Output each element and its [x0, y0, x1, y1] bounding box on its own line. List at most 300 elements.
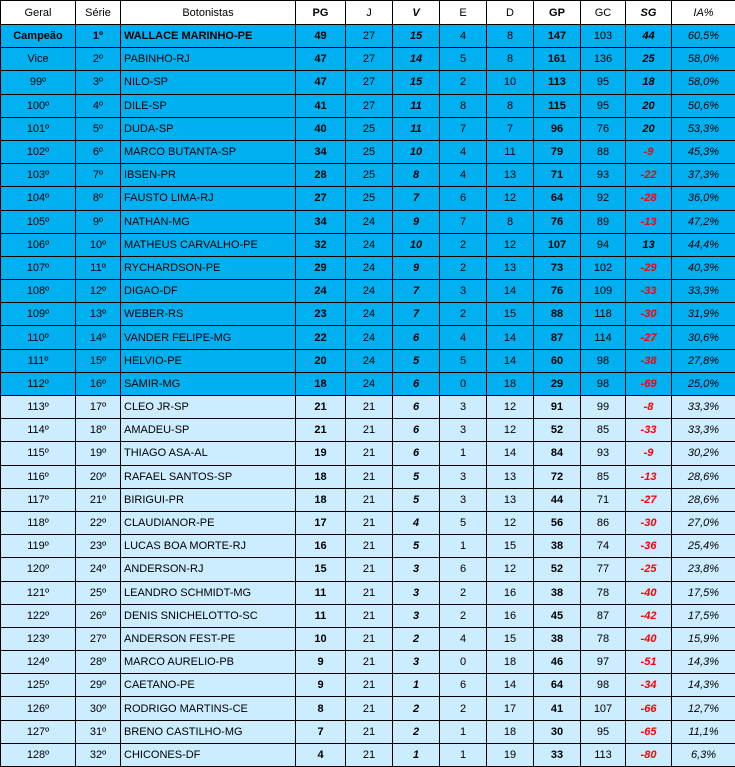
table-row [1, 674, 735, 697]
cell-ia: 25,4% [672, 535, 735, 558]
cell-geral: 109º [1, 303, 76, 326]
cell-sg: 44 [626, 25, 672, 48]
cell-gc: 86 [581, 511, 626, 534]
cell-ia: 45,3% [672, 140, 735, 163]
cell-botonista: DIGAO-DF [121, 280, 296, 303]
cell-pg: 24 [296, 280, 346, 303]
cell-sg: -13 [626, 465, 672, 488]
cell-geral: 100º [1, 94, 76, 117]
cell-pg: 40 [296, 117, 346, 140]
cell-ia: 17,5% [672, 604, 735, 627]
cell-geral: 119º [1, 535, 76, 558]
cell-botonista: DUDA-SP [121, 117, 296, 140]
table-row [1, 94, 735, 117]
cell-gp: 33 [534, 743, 581, 766]
cell-sg: -42 [626, 604, 672, 627]
cell-d: 19 [487, 743, 534, 766]
cell-geral: 106º [1, 233, 76, 256]
cell-e: 7 [440, 210, 487, 233]
cell-d: 12 [487, 419, 534, 442]
cell-serie: 21º [76, 488, 121, 511]
table-body [1, 25, 735, 767]
cell-gc: 88 [581, 140, 626, 163]
cell-sg: -8 [626, 396, 672, 419]
cell-ia: 17,5% [672, 581, 735, 604]
cell-pg: 47 [296, 71, 346, 94]
cell-gc: 87 [581, 604, 626, 627]
cell-v: 8 [393, 164, 440, 187]
cell-gc: 113 [581, 743, 626, 766]
cell-sg: -66 [626, 697, 672, 720]
cell-gp: 52 [534, 558, 581, 581]
cell-gp: 96 [534, 117, 581, 140]
cell-e: 2 [440, 233, 487, 256]
cell-gc: 102 [581, 256, 626, 279]
cell-e: 1 [440, 720, 487, 743]
cell-geral: 108º [1, 280, 76, 303]
cell-serie: 26º [76, 604, 121, 627]
cell-j: 24 [346, 326, 393, 349]
cell-geral: 99º [1, 71, 76, 94]
cell-d: 13 [487, 164, 534, 187]
cell-gc: 95 [581, 71, 626, 94]
cell-pg: 28 [296, 164, 346, 187]
cell-gp: 88 [534, 303, 581, 326]
cell-ia: 50,6% [672, 94, 735, 117]
cell-geral: 113º [1, 396, 76, 419]
cell-geral: 116º [1, 465, 76, 488]
table-row [1, 396, 735, 419]
cell-v: 11 [393, 94, 440, 117]
cell-ia: 27,0% [672, 511, 735, 534]
cell-j: 21 [346, 419, 393, 442]
cell-j: 21 [346, 511, 393, 534]
cell-pg: 7 [296, 720, 346, 743]
cell-d: 12 [487, 233, 534, 256]
cell-gp: 64 [534, 674, 581, 697]
cell-pg: 8 [296, 697, 346, 720]
cell-serie: 13º [76, 303, 121, 326]
cell-gp: 79 [534, 140, 581, 163]
cell-d: 14 [487, 326, 534, 349]
cell-ia: 36,0% [672, 187, 735, 210]
cell-serie: 18º [76, 419, 121, 442]
cell-ia: 37,3% [672, 164, 735, 187]
header-v: V [393, 1, 440, 25]
cell-j: 27 [346, 48, 393, 71]
cell-geral: 115º [1, 442, 76, 465]
cell-serie: 31º [76, 720, 121, 743]
cell-botonista: CLAUDIANOR-PE [121, 511, 296, 534]
cell-serie: 5º [76, 117, 121, 140]
cell-pg: 32 [296, 233, 346, 256]
cell-geral: 120º [1, 558, 76, 581]
cell-gc: 85 [581, 465, 626, 488]
cell-d: 18 [487, 651, 534, 674]
cell-gc: 89 [581, 210, 626, 233]
cell-v: 3 [393, 604, 440, 627]
cell-sg: -27 [626, 326, 672, 349]
table-row [1, 743, 735, 766]
cell-gc: 95 [581, 94, 626, 117]
cell-pg: 22 [296, 326, 346, 349]
cell-d: 8 [487, 94, 534, 117]
cell-ia: 31,9% [672, 303, 735, 326]
cell-gp: 87 [534, 326, 581, 349]
cell-pg: 18 [296, 372, 346, 395]
cell-d: 14 [487, 349, 534, 372]
cell-geral: 122º [1, 604, 76, 627]
cell-sg: -29 [626, 256, 672, 279]
cell-d: 8 [487, 48, 534, 71]
cell-gp: 46 [534, 651, 581, 674]
cell-pg: 4 [296, 743, 346, 766]
table-row [1, 280, 735, 303]
cell-ia: 28,6% [672, 488, 735, 511]
cell-gp: 44 [534, 488, 581, 511]
cell-pg: 47 [296, 48, 346, 71]
cell-j: 21 [346, 604, 393, 627]
cell-pg: 49 [296, 25, 346, 48]
cell-geral: 124º [1, 651, 76, 674]
cell-botonista: HELVIO-PE [121, 349, 296, 372]
cell-geral: 127º [1, 720, 76, 743]
cell-pg: 20 [296, 349, 346, 372]
header-gc: GC [581, 1, 626, 25]
cell-j: 27 [346, 71, 393, 94]
cell-sg: -28 [626, 187, 672, 210]
cell-sg: -9 [626, 442, 672, 465]
cell-d: 12 [487, 396, 534, 419]
cell-botonista: SAMIR-MG [121, 372, 296, 395]
cell-d: 14 [487, 674, 534, 697]
cell-geral: 102º [1, 140, 76, 163]
cell-geral: 107º [1, 256, 76, 279]
cell-gc: 77 [581, 558, 626, 581]
table-row [1, 326, 735, 349]
cell-ia: 58,0% [672, 48, 735, 71]
cell-sg: -40 [626, 627, 672, 650]
cell-d: 18 [487, 372, 534, 395]
cell-j: 24 [346, 256, 393, 279]
table-row [1, 488, 735, 511]
table-row [1, 372, 735, 395]
header-row [1, 1, 735, 25]
cell-e: 3 [440, 280, 487, 303]
cell-ia: 28,6% [672, 465, 735, 488]
cell-e: 1 [440, 442, 487, 465]
cell-d: 16 [487, 604, 534, 627]
cell-e: 6 [440, 674, 487, 697]
cell-j: 25 [346, 117, 393, 140]
cell-botonista: RAFAEL SANTOS-SP [121, 465, 296, 488]
table-row [1, 465, 735, 488]
cell-j: 27 [346, 94, 393, 117]
cell-serie: 25º [76, 581, 121, 604]
cell-gc: 94 [581, 233, 626, 256]
cell-gc: 85 [581, 419, 626, 442]
cell-serie: 6º [76, 140, 121, 163]
cell-gc: 136 [581, 48, 626, 71]
cell-sg: -80 [626, 743, 672, 766]
cell-botonista: PABINHO-RJ [121, 48, 296, 71]
table-row [1, 349, 735, 372]
cell-d: 8 [487, 25, 534, 48]
cell-j: 21 [346, 651, 393, 674]
cell-gc: 109 [581, 280, 626, 303]
cell-j: 24 [346, 210, 393, 233]
cell-j: 21 [346, 488, 393, 511]
cell-d: 18 [487, 720, 534, 743]
cell-d: 10 [487, 71, 534, 94]
cell-gc: 78 [581, 627, 626, 650]
cell-ia: 30,6% [672, 326, 735, 349]
cell-serie: 19º [76, 442, 121, 465]
cell-j: 21 [346, 743, 393, 766]
cell-gp: 76 [534, 210, 581, 233]
cell-gc: 107 [581, 697, 626, 720]
table-row [1, 581, 735, 604]
cell-e: 4 [440, 25, 487, 48]
cell-geral: 103º [1, 164, 76, 187]
cell-sg: -33 [626, 280, 672, 303]
table-row [1, 187, 735, 210]
cell-j: 25 [346, 187, 393, 210]
cell-v: 2 [393, 627, 440, 650]
cell-botonista: CHICONES-DF [121, 743, 296, 766]
cell-ia: 33,3% [672, 396, 735, 419]
cell-j: 25 [346, 164, 393, 187]
cell-e: 0 [440, 651, 487, 674]
cell-gp: 38 [534, 535, 581, 558]
cell-serie: 22º [76, 511, 121, 534]
cell-gc: 114 [581, 326, 626, 349]
cell-gp: 41 [534, 697, 581, 720]
cell-v: 4 [393, 511, 440, 534]
cell-serie: 14º [76, 326, 121, 349]
cell-pg: 27 [296, 187, 346, 210]
cell-geral: 104º [1, 187, 76, 210]
cell-sg: -30 [626, 303, 672, 326]
header-botonistas: Botonistas [121, 1, 296, 25]
cell-gp: 113 [534, 71, 581, 94]
cell-gc: 92 [581, 187, 626, 210]
cell-ia: 11,1% [672, 720, 735, 743]
cell-d: 13 [487, 256, 534, 279]
table-row [1, 25, 735, 48]
cell-geral: 123º [1, 627, 76, 650]
cell-geral: 126º [1, 697, 76, 720]
cell-j: 21 [346, 442, 393, 465]
cell-gp: 29 [534, 372, 581, 395]
cell-e: 5 [440, 349, 487, 372]
cell-botonista: VANDER FELIPE-MG [121, 326, 296, 349]
cell-geral: 128º [1, 743, 76, 766]
cell-d: 15 [487, 627, 534, 650]
cell-sg: -40 [626, 581, 672, 604]
cell-j: 24 [346, 303, 393, 326]
cell-botonista: DILE-SP [121, 94, 296, 117]
cell-sg: -30 [626, 511, 672, 534]
cell-serie: 4º [76, 94, 121, 117]
cell-e: 2 [440, 303, 487, 326]
cell-geral: 112º [1, 372, 76, 395]
cell-serie: 30º [76, 697, 121, 720]
cell-j: 24 [346, 233, 393, 256]
cell-d: 11 [487, 140, 534, 163]
cell-d: 8 [487, 210, 534, 233]
cell-geral: 118º [1, 511, 76, 534]
cell-j: 21 [346, 674, 393, 697]
table-row [1, 627, 735, 650]
cell-ia: 27,8% [672, 349, 735, 372]
cell-e: 4 [440, 140, 487, 163]
cell-sg: -65 [626, 720, 672, 743]
cell-v: 14 [393, 48, 440, 71]
cell-e: 5 [440, 511, 487, 534]
cell-gc: 74 [581, 535, 626, 558]
cell-e: 0 [440, 372, 487, 395]
cell-gc: 98 [581, 674, 626, 697]
cell-e: 4 [440, 326, 487, 349]
cell-d: 12 [487, 558, 534, 581]
cell-ia: 12,7% [672, 697, 735, 720]
header-j: J [346, 1, 393, 25]
cell-gc: 98 [581, 372, 626, 395]
cell-botonista: RYCHARDSON-PE [121, 256, 296, 279]
cell-sg: -34 [626, 674, 672, 697]
cell-serie: 16º [76, 372, 121, 395]
cell-v: 6 [393, 372, 440, 395]
cell-d: 17 [487, 697, 534, 720]
cell-serie: 2º [76, 48, 121, 71]
cell-sg: -13 [626, 210, 672, 233]
cell-sg: -22 [626, 164, 672, 187]
cell-ia: 40,3% [672, 256, 735, 279]
cell-sg: -51 [626, 651, 672, 674]
table-row [1, 720, 735, 743]
table-row [1, 558, 735, 581]
cell-v: 2 [393, 697, 440, 720]
cell-v: 15 [393, 71, 440, 94]
cell-j: 21 [346, 558, 393, 581]
cell-v: 10 [393, 140, 440, 163]
cell-geral: 114º [1, 419, 76, 442]
cell-ia: 23,8% [672, 558, 735, 581]
cell-j: 21 [346, 465, 393, 488]
cell-pg: 19 [296, 442, 346, 465]
cell-gc: 93 [581, 164, 626, 187]
cell-v: 9 [393, 210, 440, 233]
cell-gc: 71 [581, 488, 626, 511]
cell-geral: 125º [1, 674, 76, 697]
cell-pg: 17 [296, 511, 346, 534]
header-e: E [440, 1, 487, 25]
cell-botonista: BRENO CASTILHO-MG [121, 720, 296, 743]
cell-gp: 107 [534, 233, 581, 256]
header-gp: GP [534, 1, 581, 25]
cell-gp: 52 [534, 419, 581, 442]
cell-botonista: IBSEN-PR [121, 164, 296, 187]
cell-serie: 7º [76, 164, 121, 187]
table-row [1, 535, 735, 558]
cell-j: 21 [346, 581, 393, 604]
cell-v: 6 [393, 442, 440, 465]
cell-geral: Campeão [1, 25, 76, 48]
cell-geral: 121º [1, 581, 76, 604]
cell-pg: 11 [296, 604, 346, 627]
cell-botonista: WEBER-RS [121, 303, 296, 326]
cell-j: 25 [346, 140, 393, 163]
cell-gc: 93 [581, 442, 626, 465]
cell-d: 13 [487, 488, 534, 511]
cell-pg: 41 [296, 94, 346, 117]
cell-gp: 38 [534, 581, 581, 604]
cell-botonista: DENIS SNICHELOTTO-SC [121, 604, 296, 627]
table-row [1, 210, 735, 233]
cell-j: 21 [346, 396, 393, 419]
table-row [1, 511, 735, 534]
cell-ia: 14,3% [672, 674, 735, 697]
cell-e: 2 [440, 581, 487, 604]
cell-serie: 27º [76, 627, 121, 650]
cell-ia: 25,0% [672, 372, 735, 395]
cell-botonista: NATHAN-MG [121, 210, 296, 233]
cell-ia: 58,0% [672, 71, 735, 94]
cell-pg: 23 [296, 303, 346, 326]
cell-botonista: MATHEUS CARVALHO-PE [121, 233, 296, 256]
table-row [1, 48, 735, 71]
cell-pg: 10 [296, 627, 346, 650]
cell-v: 3 [393, 581, 440, 604]
cell-gp: 161 [534, 48, 581, 71]
cell-pg: 16 [296, 535, 346, 558]
cell-serie: 12º [76, 280, 121, 303]
cell-sg: -69 [626, 372, 672, 395]
cell-botonista: CLEO JR-SP [121, 396, 296, 419]
cell-v: 6 [393, 396, 440, 419]
cell-botonista: MARCO AURELIO-PB [121, 651, 296, 674]
cell-e: 4 [440, 627, 487, 650]
cell-v: 7 [393, 303, 440, 326]
table-row [1, 233, 735, 256]
table-row [1, 256, 735, 279]
cell-pg: 29 [296, 256, 346, 279]
cell-v: 15 [393, 25, 440, 48]
header-d: D [487, 1, 534, 25]
cell-j: 24 [346, 349, 393, 372]
cell-sg: 20 [626, 117, 672, 140]
cell-gc: 97 [581, 651, 626, 674]
cell-sg: -36 [626, 535, 672, 558]
header-geral: Geral [1, 1, 76, 25]
cell-v: 11 [393, 117, 440, 140]
header-pg: PG [296, 1, 346, 25]
cell-v: 3 [393, 651, 440, 674]
cell-e: 7 [440, 117, 487, 140]
cell-botonista: AMADEU-SP [121, 419, 296, 442]
cell-sg: -38 [626, 349, 672, 372]
cell-d: 12 [487, 511, 534, 534]
cell-e: 2 [440, 71, 487, 94]
header-ia: IA% [672, 1, 735, 25]
cell-geral: 111º [1, 349, 76, 372]
cell-botonista: FAUSTO LIMA-RJ [121, 187, 296, 210]
cell-j: 21 [346, 697, 393, 720]
cell-ia: 33,3% [672, 419, 735, 442]
cell-serie: 11º [76, 256, 121, 279]
cell-botonista: ANDERSON FEST-PE [121, 627, 296, 650]
